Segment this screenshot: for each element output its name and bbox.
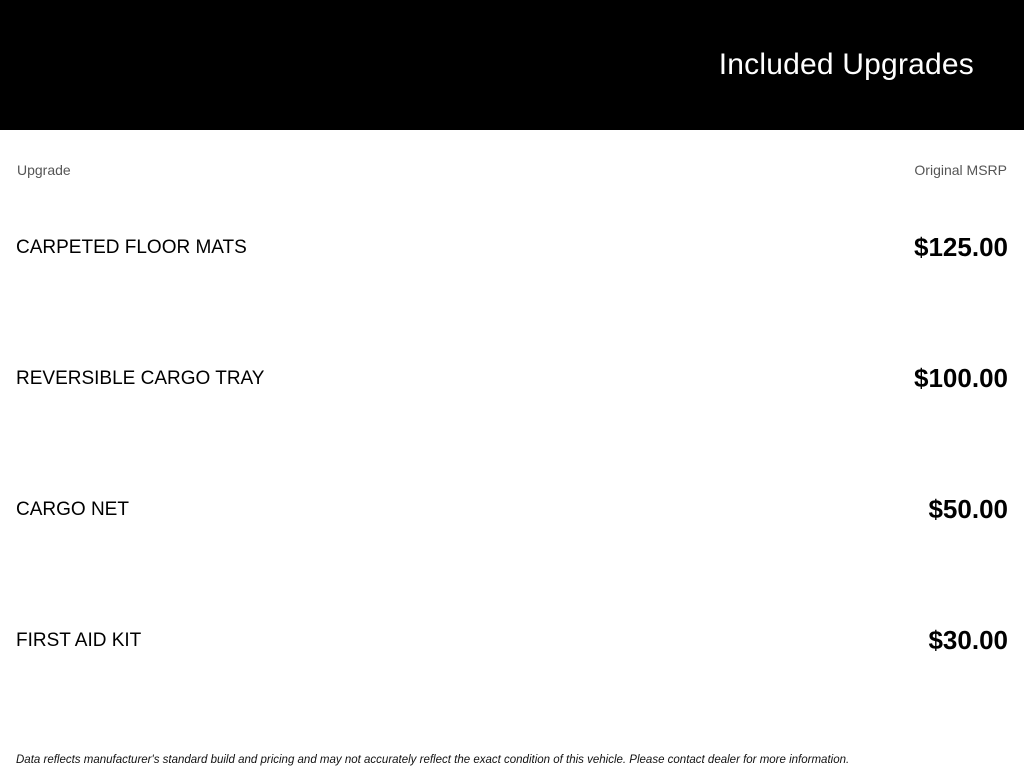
disclaimer-text: Data reflects manufacturer's standard build and pricing and may not accurately reflect the exact condition of this vehicle. Please contact dealer for more information.: [16, 754, 850, 767]
table-row: [16, 575, 1008, 706]
upgrade-price: $125.00: [914, 232, 1008, 262]
table-row: [16, 444, 1008, 575]
upgrade-name: CARPETED FLOOR MATS: [16, 236, 247, 258]
upgrade-name: CARGO NET: [16, 498, 129, 520]
upgrade-price: $50.00: [928, 494, 1008, 524]
header-banner: [0, 0, 1024, 130]
upgrade-price: $100.00: [914, 363, 1008, 393]
table-row: [16, 182, 1008, 313]
upgrade-price: $30.00: [928, 625, 1008, 655]
upgrades-table: [16, 130, 1008, 706]
table-header: [16, 130, 1008, 182]
table-header-row: [16, 130, 1008, 182]
table-body: [16, 182, 1008, 706]
upgrades-content: [0, 130, 1024, 768]
table-row: [16, 313, 1008, 444]
column-header-upgrade: Upgrade: [17, 162, 71, 178]
upgrade-name: REVERSIBLE CARGO TRAY: [16, 367, 265, 389]
page-title: Included Upgrades: [718, 48, 974, 81]
content-spacer: [16, 706, 1008, 736]
column-header-msrp: Original MSRP: [914, 162, 1007, 178]
upgrade-name: FIRST AID KIT: [16, 629, 142, 651]
